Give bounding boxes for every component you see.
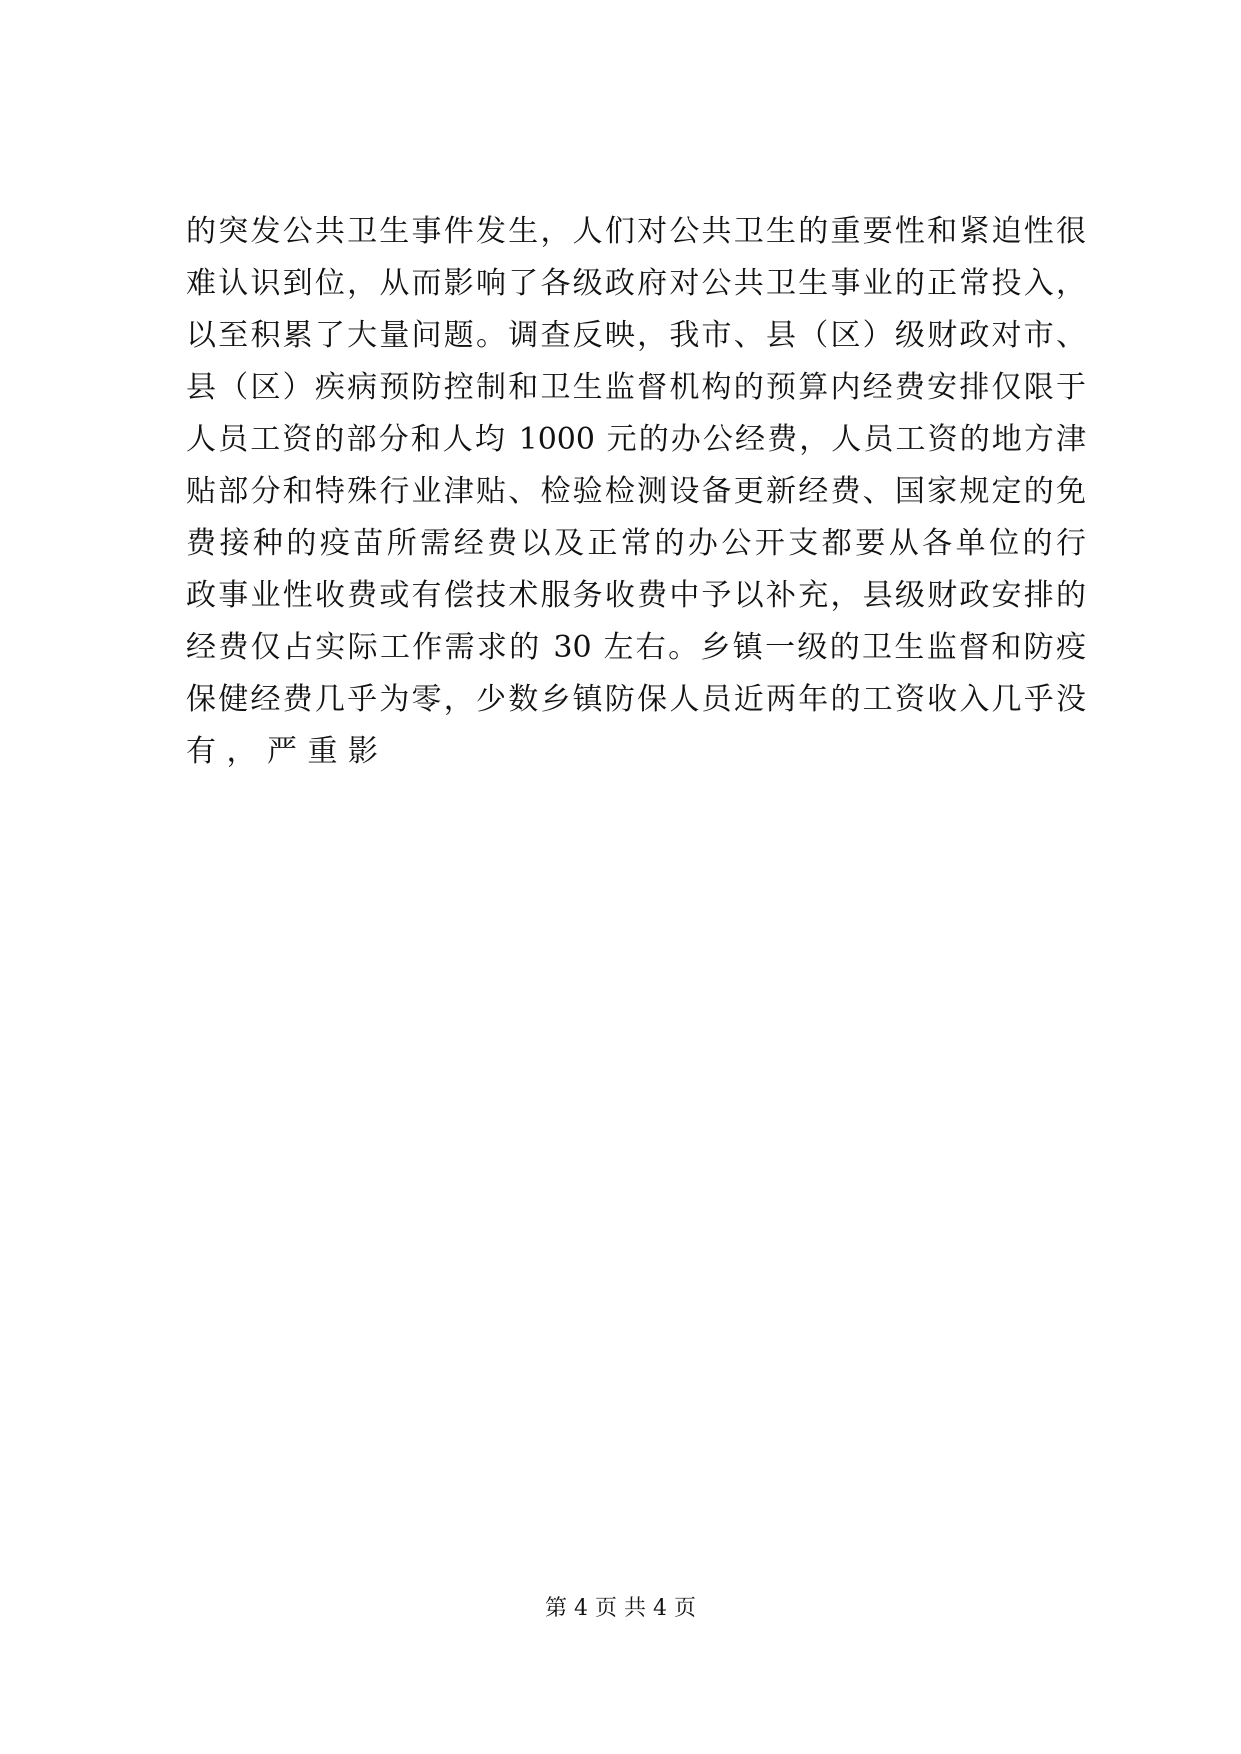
paragraph-line-4: 县（区）疾病预防控制和卫生监督机构的预算内经费安排仅限于: [186, 370, 1086, 405]
paragraph-line-8: 政事业性收费或有偿技术服务收费中予以补充，县级财政安排的: [186, 578, 1086, 613]
paragraph-line-6: 贴部分和特殊行业津贴、检验检测设备更新经费、国家规定的免: [186, 474, 1086, 509]
page-footer: 第 4 页 共 4 页: [545, 1596, 696, 1621]
paragraph-line-7: 费接种的疫苗所需经费以及正常的办公开支都要从各单位的行: [186, 526, 1086, 561]
paragraph-line-3: 以至积累了大量问题。调查反映，我市、县（区）级财政对市、: [186, 318, 1086, 353]
paragraph-line-11: 有，严重影: [186, 734, 389, 769]
paragraph-line-10: 保健经费几乎为零，少数乡镇防保人员近两年的工资收入几乎没: [186, 682, 1086, 717]
paragraph-line-5: 人员工资的部分和人均 1000 元的办公经费，人员工资的地方津: [186, 422, 1086, 457]
paragraph-line-1: 的突发公共卫生事件发生，人们对公共卫生的重要性和紧迫性很: [186, 214, 1086, 249]
paragraph-line-2: 难认识到位，从而影响了各级政府对公共卫生事业的正常投入，: [186, 266, 1086, 301]
body-paragraph: [186, 206, 1086, 778]
paragraph-line-9: 经费仅占实际工作需求的 30 左右。乡镇一级的卫生监督和防疫: [186, 630, 1086, 665]
